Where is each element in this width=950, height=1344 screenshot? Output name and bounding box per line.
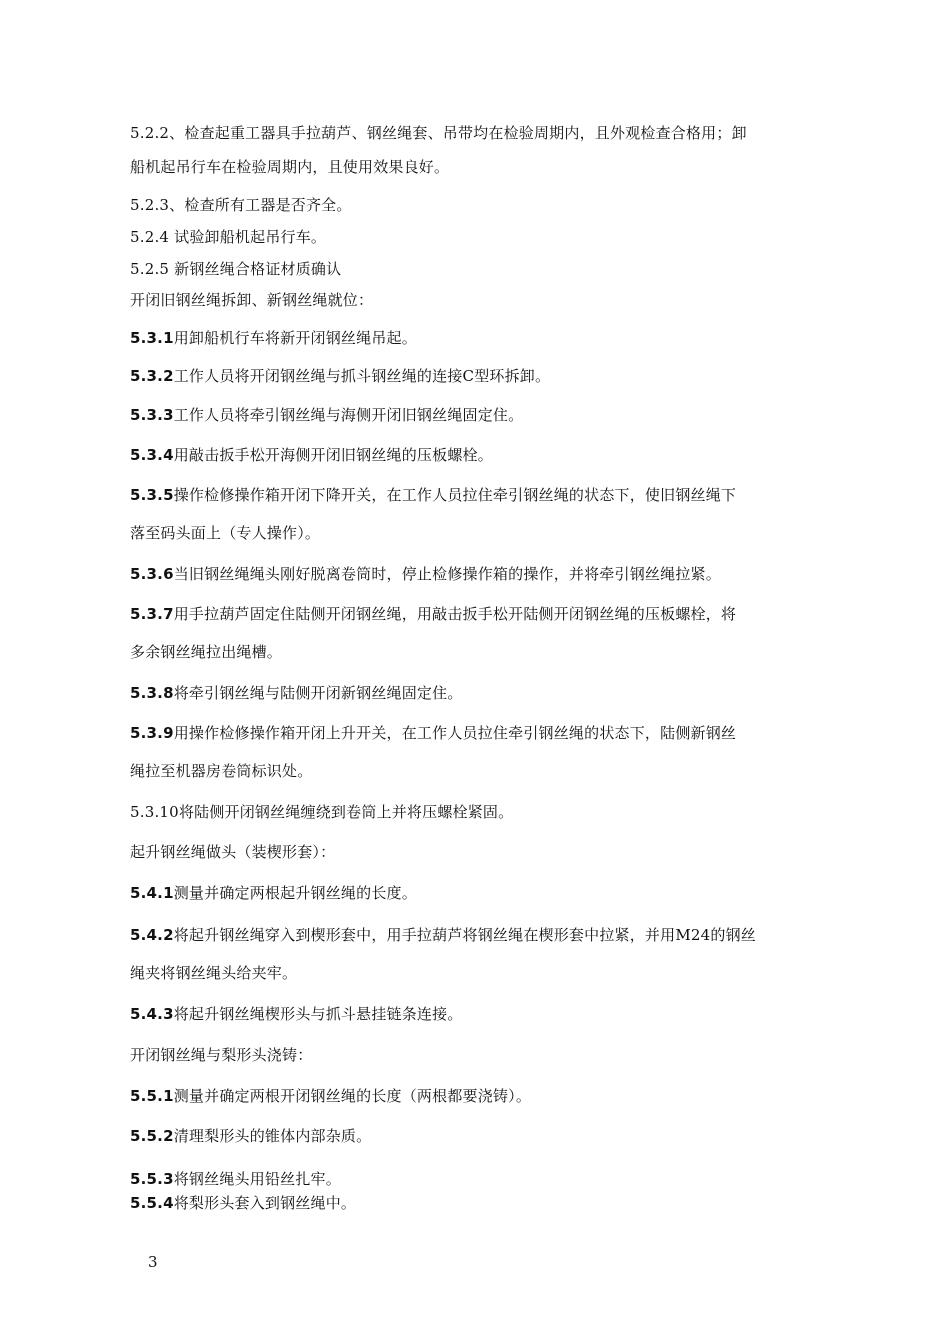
step-number: 5.3.6 bbox=[130, 565, 174, 583]
step-text: 用操作检修操作箱开闭上升开关，在工作人员拉住牵引钢丝绳的状态下，陆侧新钢丝 bbox=[173, 724, 737, 742]
line-5-2-4 bbox=[130, 228, 830, 246]
line-text: 绳拉至机器房卷筒标识处。 bbox=[130, 762, 313, 780]
step-number: 5.3.5 bbox=[130, 486, 174, 504]
step-5-3-3 bbox=[130, 406, 830, 424]
line-text: 开闭旧钢丝绳拆卸、新钢丝绳就位： bbox=[130, 291, 374, 309]
step-text: 用卸船机行车将新开闭钢丝绳吊起。 bbox=[173, 329, 417, 347]
step-5-5-2 bbox=[130, 1127, 830, 1145]
step-5-3-2 bbox=[130, 367, 830, 385]
step-text: 将牵引钢丝绳与陆侧开闭新钢丝绳固定住。 bbox=[173, 684, 463, 702]
step-5-3-1 bbox=[130, 329, 830, 347]
line-text: 开闭钢丝绳与梨形头浇铸： bbox=[130, 1046, 313, 1064]
step-number: 5.3.1 bbox=[130, 329, 174, 347]
step-number: 5.4.2 bbox=[130, 926, 174, 944]
step-5-3-9 bbox=[130, 724, 830, 742]
step-number: 5.3.8 bbox=[130, 684, 174, 702]
line-5-2-3 bbox=[130, 196, 830, 214]
step-5-3-7 bbox=[130, 605, 830, 623]
step-text: 用敲击扳手松开海侧开闭旧钢丝绳的压板螺栓。 bbox=[173, 446, 493, 464]
page-number: 3 bbox=[148, 1253, 158, 1271]
step-text: 清理梨形头的锥体内部杂质。 bbox=[173, 1127, 372, 1145]
line-text: 起升钢丝绳做头（装楔形套）： bbox=[130, 843, 336, 861]
step-5-3-6 bbox=[130, 565, 830, 583]
step-5-4-3 bbox=[130, 1005, 830, 1023]
line-text: 多余钢丝绳拉出绳槽。 bbox=[130, 643, 283, 661]
step-text: 操作检修操作箱开闭下降开关，在工作人员拉住牵引钢丝绳的状态下，使旧钢丝绳下 bbox=[173, 486, 737, 504]
step-5-4-2-cont bbox=[130, 964, 830, 982]
step-text: 将陆侧开闭钢丝绳缠绕到卷筒上并将压螺栓紧固。 bbox=[178, 803, 514, 821]
step-text: 当旧钢丝绳绳头刚好脱离卷筒时，停止检修操作箱的操作，并将牵引钢丝绳拉紧。 bbox=[173, 565, 721, 583]
step-number: 5.5.1 bbox=[130, 1087, 174, 1105]
line-text: 船机起吊行车在检验周期内，且使用效果良好。 bbox=[130, 158, 450, 176]
step-5-4-1 bbox=[130, 884, 830, 902]
step-text: 将梨形头套入到钢丝绳中。 bbox=[173, 1194, 357, 1212]
step-5-5-4 bbox=[130, 1194, 830, 1212]
step-number: 5.3.9 bbox=[130, 724, 174, 742]
step-5-3-10 bbox=[130, 803, 830, 821]
step-5-3-7-cont bbox=[130, 643, 830, 661]
line-text: 5.2.5 新钢丝绳合格证材质确认 bbox=[130, 260, 342, 278]
step-text: 工作人员将开闭钢丝绳与抓斗钢丝绳的连接C型环拆卸。 bbox=[173, 367, 551, 385]
heading-closing-rope bbox=[130, 1046, 830, 1064]
step-number: 5.4.3 bbox=[130, 1005, 174, 1023]
step-5-5-1 bbox=[130, 1087, 830, 1105]
step-number: 5.5.4 bbox=[130, 1194, 174, 1212]
heading-rope-removal bbox=[130, 291, 830, 309]
line-text: 5.2.4 试验卸船机起吊行车。 bbox=[130, 228, 327, 246]
step-text: 工作人员将牵引钢丝绳与海侧开闭旧钢丝绳固定住。 bbox=[173, 406, 524, 424]
step-5-4-2 bbox=[130, 926, 830, 944]
step-5-3-5-cont bbox=[130, 524, 830, 542]
step-number: 5.3.3 bbox=[130, 406, 174, 424]
step-text: 将起升钢丝绳楔形头与抓斗悬挂链条连接。 bbox=[173, 1005, 463, 1023]
step-number: 5.5.2 bbox=[130, 1127, 174, 1145]
step-number: 5.3.10 bbox=[130, 803, 179, 821]
step-number: 5.5.3 bbox=[130, 1170, 174, 1188]
step-text: 将起升钢丝绳穿入到楔形套中，用手拉葫芦将钢丝绳在楔形套中拉紧，并用M24的钢丝 bbox=[173, 926, 756, 944]
line-text: 落至码头面上（专人操作）。 bbox=[130, 524, 321, 542]
step-5-5-3 bbox=[130, 1170, 830, 1188]
step-text: 测量并确定两根起升钢丝绳的长度。 bbox=[173, 884, 417, 902]
step-text: 将钢丝绳头用铅丝扎牢。 bbox=[173, 1170, 341, 1188]
heading-hoist-rope bbox=[130, 843, 830, 861]
step-5-3-9-cont bbox=[130, 762, 830, 780]
line-text: 绳夹将钢丝绳头给夹牢。 bbox=[130, 964, 298, 982]
line-5-2-2-a bbox=[130, 124, 830, 142]
step-text: 测量并确定两根开闭钢丝绳的长度（两根都要浇铸）。 bbox=[173, 1087, 532, 1105]
step-5-3-4 bbox=[130, 446, 830, 464]
line-5-2-2-b bbox=[130, 158, 830, 176]
line-text: 5.2.2、检查起重工器具手拉葫芦、钢丝绳套、吊带均在检验周期内，且外观检查合格用；卸 bbox=[130, 124, 747, 142]
step-number: 5.3.2 bbox=[130, 367, 174, 385]
line-5-2-5 bbox=[130, 260, 830, 278]
step-5-3-5 bbox=[130, 486, 830, 504]
step-number: 5.4.1 bbox=[130, 884, 174, 902]
step-number: 5.3.7 bbox=[130, 605, 174, 623]
line-text: 5.2.3、检查所有工器是否齐全。 bbox=[130, 196, 352, 214]
step-number: 5.3.4 bbox=[130, 446, 174, 464]
step-5-3-8 bbox=[130, 684, 830, 702]
step-text: 用手拉葫芦固定住陆侧开闭钢丝绳，用敲击扳手松开陆侧开闭钢丝绳的压板螺栓，将 bbox=[173, 605, 737, 623]
